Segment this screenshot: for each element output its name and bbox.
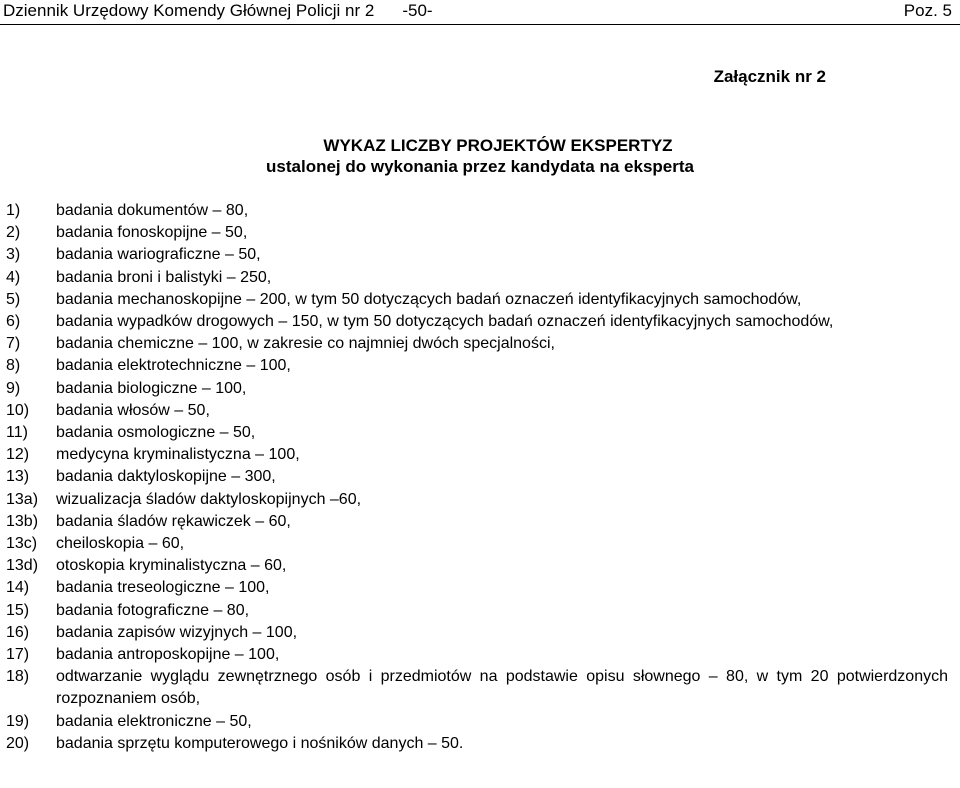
- item-text: badania elektroniczne – 50,: [56, 712, 252, 730]
- page-header: [0, 0, 960, 22]
- item-text: badania sprzętu komputerowego i nośników danych – 50.: [56, 734, 464, 752]
- item-text: badania antroposkopijne – 100,: [56, 646, 280, 664]
- list-item: [0, 666, 960, 710]
- position-number: Poz. 5: [903, 1, 952, 20]
- list-item: [0, 267, 960, 289]
- list-item: [0, 444, 960, 466]
- list-item: [0, 222, 960, 244]
- list-item: [0, 311, 960, 333]
- list-item: [0, 289, 960, 311]
- list-item: [0, 555, 960, 577]
- item-text: badania treseologiczne – 100,: [56, 579, 270, 597]
- item-number: 8): [6, 357, 21, 375]
- list-item: [0, 466, 960, 488]
- item-text: badania zapisów wizyjnych – 100,: [56, 623, 298, 641]
- item-text: badania włosów – 50,: [56, 401, 210, 419]
- journal-name: Dziennik Urzędowy Komendy Głównej Policji nr 2: [3, 1, 375, 20]
- item-number: 6): [6, 313, 21, 331]
- item-text: badania broni i balistyki – 250,: [56, 268, 272, 286]
- item-text: badania biologiczne – 100,: [56, 379, 247, 397]
- item-text: badania dokumentów – 80,: [56, 202, 249, 219]
- item-number: 15): [6, 601, 30, 619]
- item-number: 13): [6, 468, 30, 486]
- list-item: [0, 489, 960, 511]
- item-text: badania wypadków drogowych – 150, w tym 50 dotyczących badań oznaczeń identyfikacyjnych samochodów,: [56, 313, 834, 331]
- item-number: 12): [6, 446, 30, 464]
- item-text: badania osmologiczne – 50,: [56, 424, 256, 442]
- item-text: wizualizacja śladów daktyloskopijnych –60,: [56, 490, 362, 508]
- list-item: [0, 244, 960, 266]
- item-text: medycyna kryminalistyczna – 100,: [56, 446, 300, 464]
- item-number: 20): [6, 734, 30, 752]
- header-divider: [0, 24, 960, 25]
- list-item: [0, 511, 960, 533]
- item-number: 13a): [6, 490, 39, 508]
- item-text: badania fonoskopijne – 50,: [56, 224, 248, 242]
- item-number: 14): [6, 579, 30, 597]
- annex-label: Załącznik nr 2: [713, 67, 826, 86]
- item-number: 5): [6, 290, 21, 308]
- item-text: badania mechanoskopijne – 200, w tym 50 dotyczących badań oznaczeń identyfikacyjnych samochodów,: [56, 290, 802, 308]
- item-text: otoskopia kryminalistyczna – 60,: [56, 557, 287, 575]
- item-number: 9): [6, 379, 21, 397]
- list-item: [0, 533, 960, 555]
- item-text: badania śladów rękawiczek – 60,: [56, 512, 291, 530]
- item-text: cheiloskopia – 60,: [56, 535, 185, 553]
- item-text: badania fotograficzne – 80,: [56, 601, 250, 619]
- item-number: 13b): [6, 512, 39, 530]
- list-item: [0, 422, 960, 444]
- item-number: 18): [6, 668, 30, 686]
- list-item: [0, 200, 960, 222]
- journal-title: [3, 0, 433, 22]
- item-number: 11): [6, 424, 28, 442]
- item-number: 10): [6, 401, 30, 419]
- item-number: 17): [6, 646, 30, 664]
- list-item: [0, 644, 960, 666]
- item-number: 2): [6, 224, 21, 242]
- item-text: badania chemiczne – 100, w zakresie co najmniej dwóch specjalności,: [56, 335, 555, 353]
- item-text: badania daktyloskopijne – 300,: [56, 468, 276, 486]
- item-text: odtwarzanie wyglądu zewnętrznego osób i przedmiotów na podstawie opisu słownego – 80, w tym 20 potwierdzonych rozpoznaniem osób,: [56, 668, 948, 708]
- list-item: [0, 600, 960, 622]
- list-item: [0, 378, 960, 400]
- item-text: badania elektrotechniczne – 100,: [56, 357, 291, 375]
- item-number: 3): [6, 246, 21, 264]
- item-number: 13c): [6, 535, 38, 553]
- list-item: [0, 622, 960, 644]
- item-number: 1): [6, 202, 21, 219]
- item-number: 7): [6, 335, 21, 353]
- item-text: badania wariograficzne – 50,: [56, 246, 261, 264]
- items-list: [0, 200, 960, 755]
- document-title: [0, 135, 960, 177]
- list-item: [0, 577, 960, 599]
- item-number: 16): [6, 623, 30, 641]
- title-line-2: ustalonej do wykonania przez kandydata na eksperta: [266, 157, 694, 176]
- list-item: [0, 733, 960, 755]
- list-item: [0, 400, 960, 422]
- title-line-1: WYKAZ LICZBY PROJEKTÓW EKSPERTYZ: [323, 136, 673, 155]
- list-item: [0, 711, 960, 733]
- page-number: -50-: [402, 1, 433, 20]
- item-number: 13d): [6, 557, 39, 575]
- item-number: 4): [6, 268, 21, 286]
- item-number: 19): [6, 712, 30, 730]
- list-item: [0, 333, 960, 355]
- list-item: [0, 355, 960, 377]
